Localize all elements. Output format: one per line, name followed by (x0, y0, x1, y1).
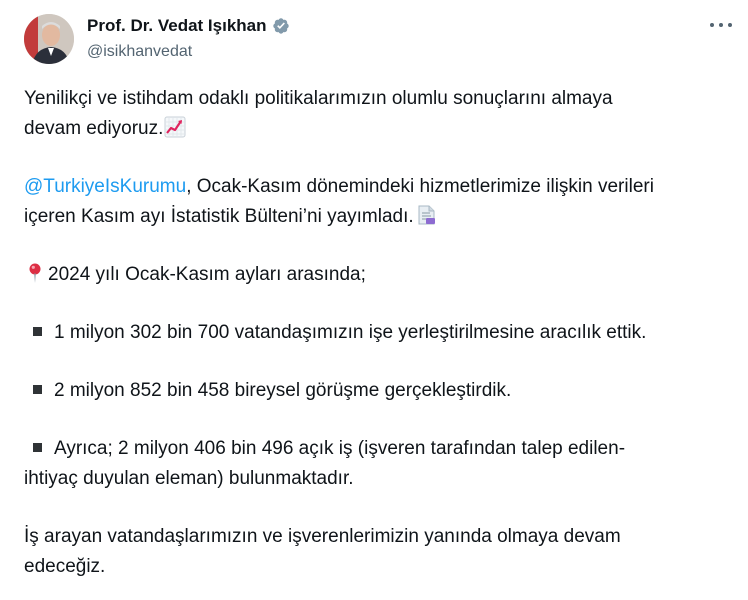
document-icon (415, 204, 437, 226)
paragraph-2-line-2: içeren Kasım ayı İstatistik Bülteni’ni yayımladı. (24, 202, 724, 232)
paragraph-2-line-1: @TurkiyeIsKurumu, Ocak-Kasım dönemindeki hizmetlerimize ilişkin verileri (24, 176, 654, 197)
paragraph-3: 2024 yılı Ocak-Kasım ayları arasında; (24, 260, 724, 290)
tweet-text (24, 84, 724, 582)
closing-line-1: İş arayan vatandaşlarımızın ve işverenlerimizin yanında olmaya devam (24, 526, 621, 547)
bullet-item-1: 1 milyon 302 bin 700 vatandaşımızın işe yerleştirilmesine aracılık ettik. (24, 318, 724, 348)
black-square-bullet-icon (33, 385, 42, 394)
mention-link[interactable]: @TurkiyeIsKurumu (24, 176, 187, 197)
verified-badge-icon (272, 17, 290, 35)
author-handle[interactable]: @isikhanvedat (87, 43, 193, 60)
bullet-item-3-line-2: ihtiyaç duyulan eleman) bulunmaktadır. (24, 468, 354, 489)
round-pushpin-icon (24, 262, 46, 284)
avatar-image (24, 14, 74, 64)
black-square-bullet-icon (33, 327, 42, 336)
author-name-row[interactable] (87, 16, 290, 36)
display-name[interactable]: Prof. Dr. Vedat Işıkhan (87, 16, 267, 35)
more-options-icon[interactable] (710, 18, 732, 32)
chart-increasing-icon (164, 116, 186, 138)
bullet-item-3-line-1: Ayrıca; 2 milyon 406 bin 496 açık iş (işveren tarafından talep edilen- (24, 434, 724, 464)
paragraph-1-line-2: devam ediyoruz. (24, 114, 724, 144)
avatar[interactable] (24, 14, 74, 64)
bullet-item-2: 2 milyon 852 bin 458 bireysel görüşme gerçekleştirdik. (24, 376, 724, 406)
closing-line-2: edeceğiz. (24, 556, 106, 577)
paragraph-1-line-1: Yenilikçi ve istihdam odaklı politikalarımızın olumlu sonuçlarını almaya (24, 88, 613, 109)
black-square-bullet-icon (33, 443, 42, 452)
